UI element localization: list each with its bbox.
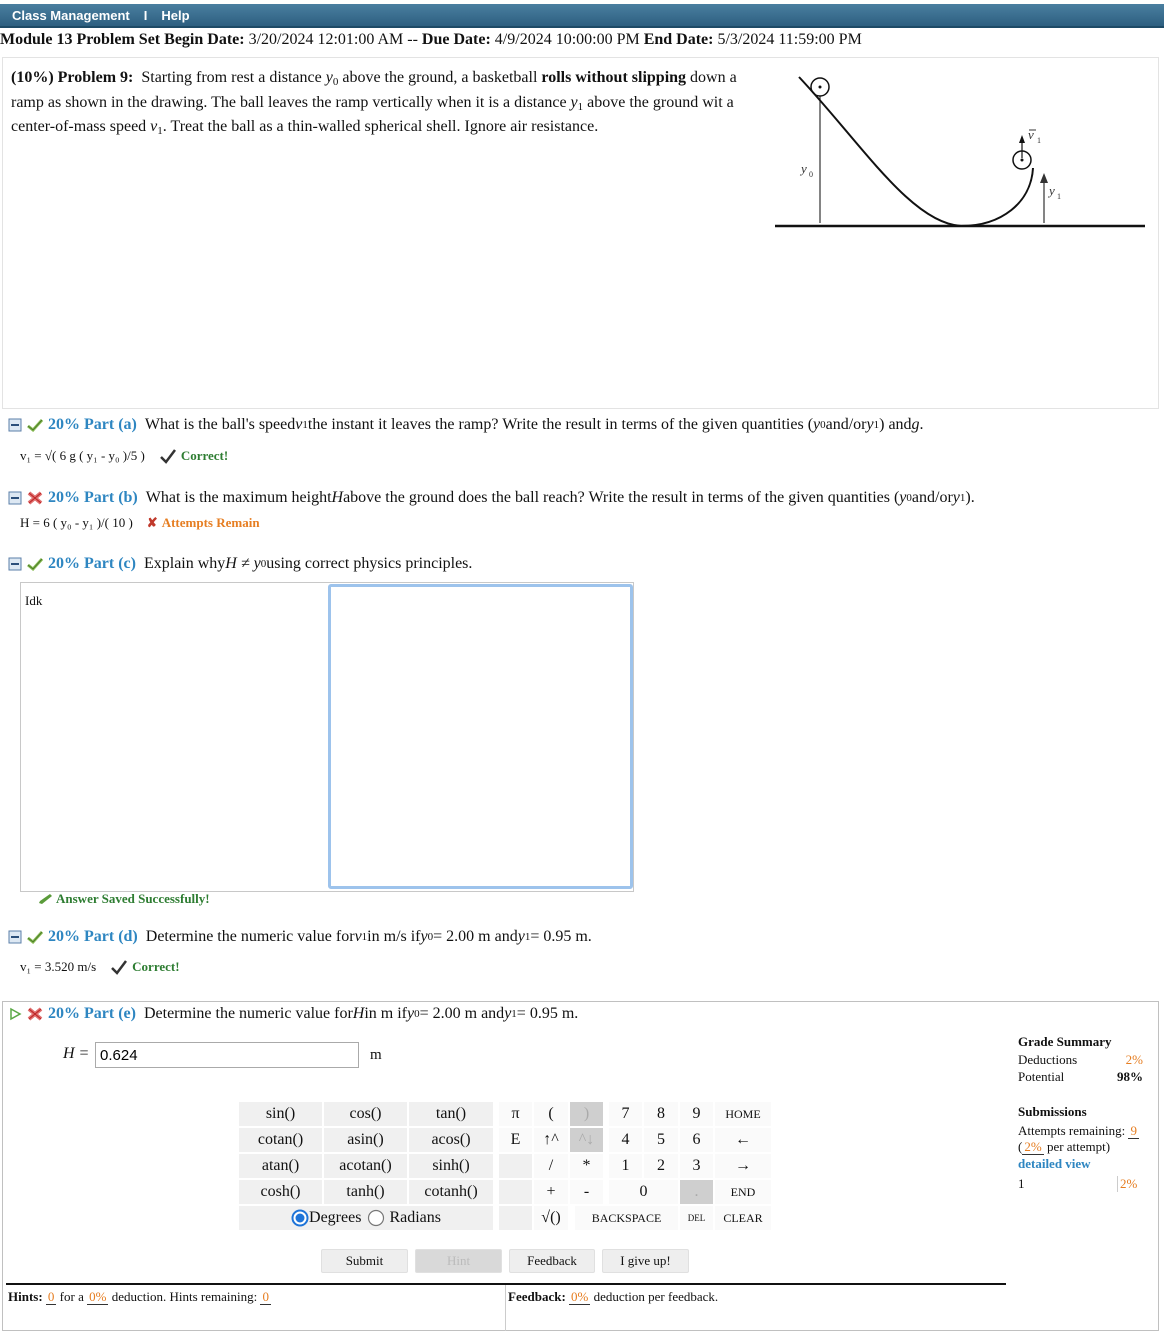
key-right-arrow[interactable]: →: [714, 1153, 772, 1179]
answer-label: H =: [63, 1045, 90, 1062]
key-sin[interactable]: sin(): [238, 1101, 323, 1127]
ramp-figure: [771, 73, 1151, 238]
hint-button[interactable]: Hint: [415, 1249, 502, 1273]
feedback-label: Feedback:: [508, 1289, 566, 1304]
key-backspace[interactable]: BACKSPACE: [574, 1205, 679, 1231]
part-a-status: [159, 448, 228, 464]
module-name: Module 13 Problem Set: [0, 31, 161, 48]
part-c-answer-text: Idk: [25, 593, 43, 608]
key-dot[interactable]: .: [679, 1179, 714, 1205]
key-9[interactable]: 9: [679, 1101, 714, 1127]
top-nav-bar: [0, 4, 1164, 28]
sym-g: g: [911, 416, 920, 433]
collapse-icon[interactable]: [8, 418, 22, 432]
sym-y: y: [899, 489, 907, 506]
begin-date: 3/20/2024 12:01:00 AM: [248, 31, 404, 48]
hints-label: Hints:: [8, 1289, 43, 1304]
end-date: 5/3/2024 11:59:00 PM: [717, 31, 862, 48]
answer-saved-message: [38, 891, 210, 907]
submit-button[interactable]: Submit: [321, 1249, 408, 1273]
part-d-answer: v₁ = 3.520 m/s: [20, 959, 97, 974]
submissions-title: Submissions: [1018, 1104, 1087, 1119]
hints-text-2: deduction. Hints remaining:: [111, 1289, 258, 1304]
key-pi[interactable]: π: [498, 1101, 533, 1127]
sym-y: y: [866, 416, 874, 433]
collapse-icon[interactable]: [8, 491, 22, 505]
part-c-header: 20% Part (c) Explain why H ≠ y 0 using correct physics principles.: [8, 555, 472, 573]
problem-bold: rolls without slipping: [541, 69, 687, 86]
sym-H: H: [352, 1005, 365, 1022]
part-d-header: 20% Part (d) Determine the numeric value for v 1 in m/s if y 0 = 2.00 m and y 1 = 0.95 m.: [8, 928, 592, 946]
end-label: End Date:: [643, 31, 714, 48]
check-icon: [26, 930, 44, 944]
key-rparen[interactable]: ): [569, 1101, 604, 1127]
answer-unit: m: [370, 1047, 382, 1063]
checkmark-icon: [159, 448, 177, 464]
x-icon: [26, 1006, 44, 1022]
attempts-label: Attempts remaining:: [1018, 1123, 1126, 1138]
part-c-answer-box: [20, 582, 634, 892]
key-6[interactable]: 6: [679, 1127, 714, 1153]
potential-row: [1018, 1069, 1143, 1085]
potential-value: 98%: [1117, 1069, 1143, 1084]
key-minus[interactable]: -: [569, 1179, 604, 1205]
key-multiply[interactable]: *: [569, 1153, 604, 1179]
key-1[interactable]: 1: [608, 1153, 643, 1179]
nav-separator: I: [143, 7, 148, 23]
part-b-answer-row: [20, 515, 260, 531]
sub-0: 0: [332, 76, 339, 88]
sym-y: y: [517, 928, 525, 945]
fig-v1-label: v: [1028, 127, 1034, 142]
part-a-status-text: Correct!: [180, 448, 229, 463]
angle-mode-row: [238, 1205, 494, 1231]
hints-text-1: for a: [59, 1289, 84, 1304]
fig-y0-label: y: [801, 161, 807, 176]
part-b-header: 20% Part (b) What is the maximum height H above the ground does the ball reach? Write the result in terms of the given quantities ( y 0 and/or y 1 ).: [8, 489, 975, 507]
problem-text-4: above the ground wit a center-of-mass speed: [11, 93, 734, 135]
key-divide[interactable]: /: [533, 1153, 569, 1179]
detailed-view-link[interactable]: detailed view: [1018, 1156, 1091, 1171]
x-icon: [26, 490, 44, 506]
grade-summary-title: Grade Summary: [1018, 1034, 1112, 1049]
part-d-label: 20% Part (d): [48, 928, 138, 945]
part-a-answer: v₁ = √( 6 g ( y₁ - y₀ )/5 ): [20, 448, 145, 463]
part-a-header: 20% Part (a) What is the ball's speed v 1 the instant it leaves the ramp? Write the result in terms of the given quantities ( y 0 and/or y 1 ) and g .: [8, 416, 924, 434]
sub-1b: 1: [157, 125, 163, 137]
check-icon: [26, 557, 44, 571]
sym-y: y: [407, 1005, 415, 1022]
attempts-value: 9: [1130, 1123, 1137, 1138]
red-x-icon: ✘: [146, 515, 158, 530]
key-0[interactable]: 0: [608, 1179, 679, 1205]
potential-label: Potential: [1018, 1069, 1065, 1084]
sub-1: 1: [577, 100, 584, 113]
per-attempt-pct: 2%: [1024, 1139, 1042, 1154]
module-dates: [0, 31, 1164, 49]
problem-text-3: down a ramp as shown in the drawing. The ball leaves the ramp vertically when it is a distance: [11, 69, 737, 111]
key-end[interactable]: END: [714, 1179, 772, 1205]
key-tanh[interactable]: tanh(): [323, 1179, 408, 1205]
problem-statement: [11, 66, 759, 140]
part-e-q4: = 0.95 m.: [516, 1005, 579, 1022]
sym-v: v: [295, 416, 303, 433]
part-d-q2: in m/s if: [367, 928, 421, 945]
part-b-q1: What is the maximum height: [145, 489, 332, 506]
key-left-arrow[interactable]: ←: [714, 1127, 772, 1153]
part-d-q1: Determine the numeric value for: [145, 928, 355, 945]
sym-y: y: [504, 1005, 512, 1022]
key-acos[interactable]: acos(): [408, 1127, 494, 1153]
sym-y: y: [813, 416, 821, 433]
key-plus[interactable]: +: [533, 1179, 569, 1205]
part-c-textarea[interactable]: [328, 584, 633, 889]
part-d-status-text: Correct!: [132, 959, 180, 974]
hints-remaining: 0: [262, 1289, 269, 1304]
sym-H-neq-y: H ≠ y: [225, 555, 261, 572]
key-up-power[interactable]: ↑^: [533, 1127, 569, 1153]
part-e-q1: Determine the numeric value for: [143, 1005, 353, 1022]
key-lparen[interactable]: (: [533, 1101, 569, 1127]
sym-y: y: [952, 489, 960, 506]
submission-deduction: 2%: [1117, 1176, 1143, 1192]
key-8[interactable]: 8: [643, 1101, 679, 1127]
deductions-row: [1018, 1052, 1143, 1068]
key-blank-3: [498, 1205, 533, 1231]
hints-deduction: 0%: [89, 1289, 107, 1304]
fig-v1-sub: 1: [1037, 136, 1041, 145]
nav-class-management[interactable]: Class Management: [12, 7, 130, 23]
fig-y1-sub: 1: [1057, 192, 1061, 201]
saved-text: Answer Saved Successfully!: [56, 891, 210, 906]
part-b-q2: above the ground does the ball reach? Write the result in terms of the given quantities (: [343, 489, 900, 506]
key-blank-1: [498, 1153, 533, 1179]
key-cotan[interactable]: cotan(): [238, 1127, 323, 1153]
problem-text-1: Starting from rest a distance: [141, 69, 326, 86]
sym-y: y: [420, 928, 428, 945]
answer-input[interactable]: [95, 1042, 359, 1068]
key-7[interactable]: 7: [608, 1101, 643, 1127]
radians-label: Radians: [389, 1209, 441, 1226]
part-b-q3: and/or: [911, 489, 953, 506]
problem-text-5: . Treat the ball as a thin-walled spherical shell. Ignore air resistance.: [162, 118, 599, 135]
key-sqrt[interactable]: √(): [533, 1205, 569, 1231]
problem-weight: (10%): [11, 69, 54, 86]
problem-box: [2, 57, 1159, 409]
part-a-q1: What is the ball's speed: [144, 416, 296, 433]
part-a-q4: ) and: [879, 416, 912, 433]
collapse-icon[interactable]: [8, 930, 22, 944]
part-b-answer: H = 6 ( y₀ - y₁ )/( 10 ): [20, 515, 133, 530]
feedback-info: [508, 1289, 718, 1305]
sym-v: v: [354, 928, 362, 945]
due-date: 4/9/2024 10:00:00 PM: [494, 31, 640, 48]
hints-count: 0: [47, 1289, 55, 1304]
key-acotan[interactable]: acotan(): [323, 1153, 408, 1179]
part-d-answer-row: [20, 959, 180, 975]
give-up-button[interactable]: I give up!: [602, 1249, 689, 1273]
key-tan[interactable]: tan(): [408, 1101, 494, 1127]
submission-number: 1: [1018, 1176, 1025, 1191]
degrees-label: Degrees: [309, 1209, 362, 1226]
key-2[interactable]: 2: [643, 1153, 679, 1179]
due-label: Due Date:: [421, 31, 491, 48]
key-e[interactable]: E: [498, 1127, 533, 1153]
part-a-q6: .: [919, 416, 924, 433]
part-b-q4: ).: [965, 489, 975, 506]
degrees-radio[interactable]: [291, 1209, 361, 1227]
key-asin[interactable]: asin(): [323, 1127, 408, 1153]
sym-v1: v: [150, 118, 158, 135]
key-blank-2: [498, 1179, 533, 1205]
part-e-header: 20% Part (e) Determine the numeric value for H in m if y 0 = 2.00 m and y 1 = 0.95 m.: [8, 1005, 578, 1023]
key-down-power[interactable]: ^↓: [569, 1127, 604, 1153]
feedback-text: deduction per feedback.: [593, 1289, 719, 1304]
sym-y1: y: [570, 93, 578, 111]
fig-y1-label: y: [1049, 183, 1055, 198]
key-cosh[interactable]: cosh(): [238, 1179, 323, 1205]
begin-label: Begin Date:: [164, 31, 245, 48]
part-d-status: [110, 959, 179, 975]
hints-feedback-divider: [505, 1285, 506, 1331]
key-cotanh[interactable]: cotanh(): [408, 1179, 494, 1205]
expand-arrow-icon[interactable]: [8, 1007, 22, 1021]
key-4[interactable]: 4: [608, 1127, 643, 1153]
nav-help[interactable]: Help: [161, 7, 190, 23]
part-a-q3: and/or: [825, 416, 867, 433]
submission-row: [1018, 1176, 1143, 1192]
key-sinh[interactable]: sinh(): [408, 1153, 494, 1179]
part-b-status: [147, 515, 260, 531]
key-3[interactable]: 3: [679, 1153, 714, 1179]
key-cos[interactable]: cos(): [323, 1101, 408, 1127]
check-icon: [26, 418, 44, 432]
sym-H: H: [331, 489, 344, 506]
part-a-q2: the instant it leaves the ramp? Write the result in terms of the given quantities (: [307, 416, 814, 433]
part-e-q2: in m if: [364, 1005, 407, 1022]
part-e-q3: = 2.00 m and: [419, 1005, 505, 1022]
part-e-label: 20% Part (e): [48, 1005, 136, 1022]
part-c-q3: using correct physics principles.: [266, 555, 473, 572]
feedback-button[interactable]: Feedback: [509, 1249, 595, 1273]
key-5[interactable]: 5: [643, 1127, 679, 1153]
per-attempt-text: per attempt): [1046, 1139, 1111, 1154]
key-home[interactable]: HOME: [714, 1101, 772, 1127]
sym-y0: y: [325, 69, 333, 86]
hints-divider: [6, 1283, 1006, 1285]
problem-title: Problem 9:: [57, 69, 134, 86]
part-b-status-text: Attempts Remain: [161, 515, 260, 530]
hints-info: [8, 1289, 271, 1305]
part-a-answer-row: [20, 448, 228, 464]
date-dash: --: [407, 31, 418, 48]
feedback-deduction: 0%: [571, 1289, 589, 1304]
part-d-q3: = 2.00 m and: [433, 928, 518, 945]
key-clear[interactable]: CLEAR: [714, 1205, 772, 1231]
collapse-icon[interactable]: [8, 557, 22, 571]
deductions-value: 2%: [1125, 1052, 1143, 1067]
part-a-label: 20% Part (a): [48, 416, 137, 433]
part-b-label: 20% Part (b): [48, 489, 138, 506]
pencil-icon: [38, 893, 54, 905]
key-atan[interactable]: atan(): [238, 1153, 323, 1179]
part-c-label: 20% Part (c): [48, 555, 136, 572]
part-d-q4: = 0.95 m.: [530, 928, 592, 945]
deductions-label: Deductions: [1018, 1052, 1078, 1067]
problem-text-2: above the ground, a basketball: [338, 69, 542, 86]
fig-y0-sub: 0: [809, 170, 813, 179]
part-c-q1: Explain why: [143, 555, 226, 572]
checkmark-icon: [110, 959, 128, 975]
per-attempt-info: ( 2% per attempt): [1018, 1139, 1111, 1154]
key-del[interactable]: DEL: [679, 1205, 714, 1231]
radians-radio[interactable]: [367, 1209, 441, 1227]
attempts-remaining: [1018, 1123, 1139, 1139]
